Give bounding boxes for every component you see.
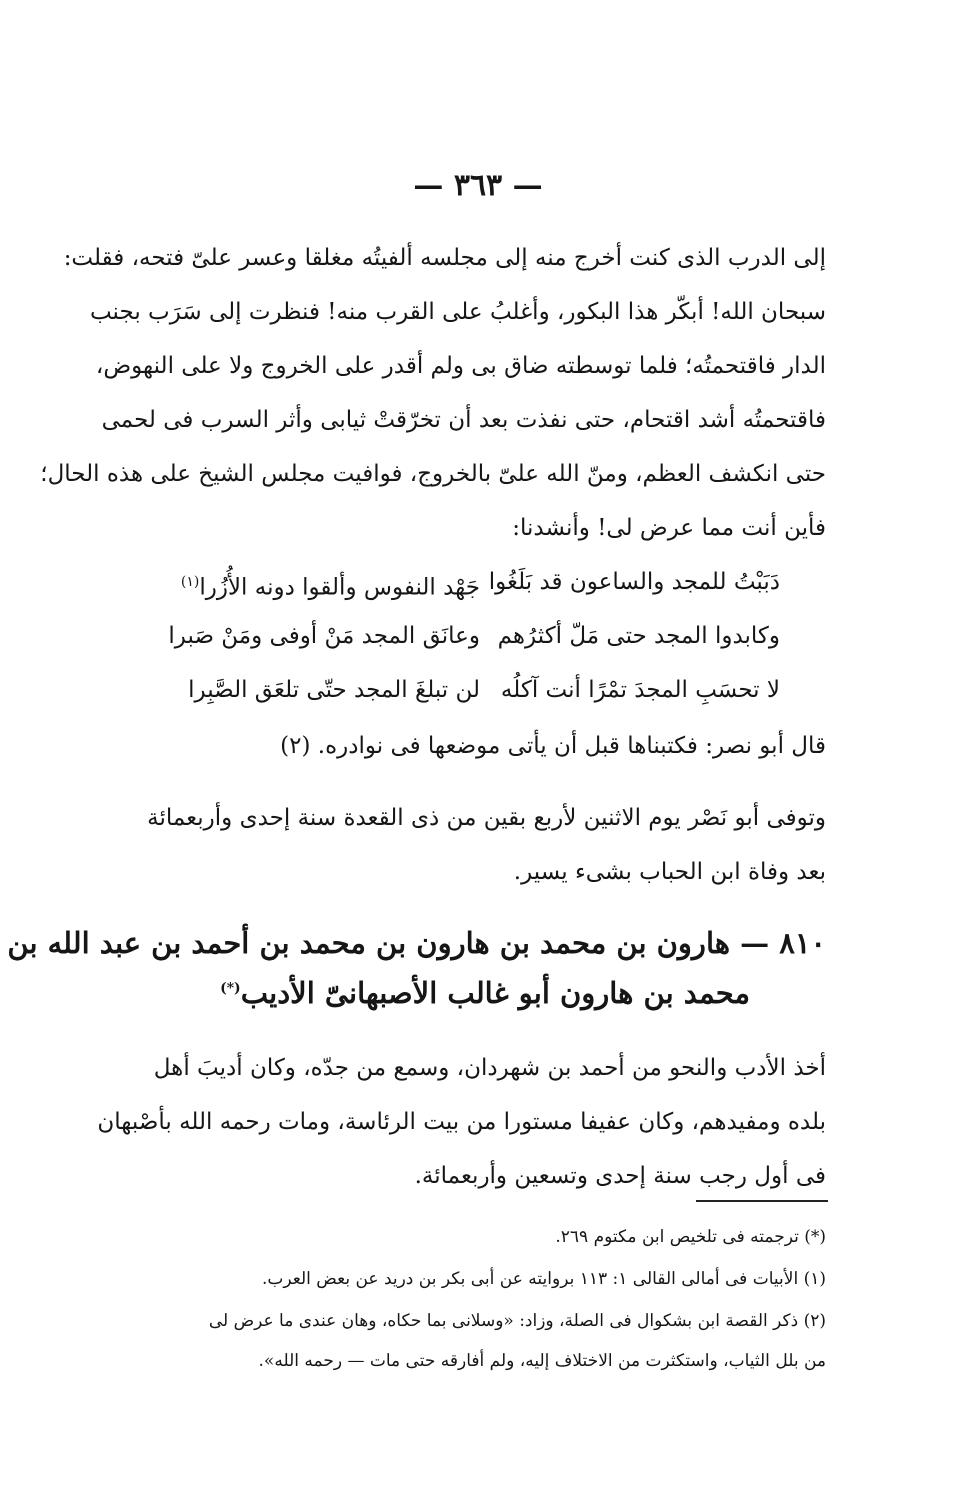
entry-heading: ٨١٠ — هارون بن محمد بن هارون بن محمد بن أحمد بن عبد الله بن — [7, 926, 826, 960]
text-line: إلى الدرب الذى كنت أخرج منه إلى مجلسه ألفيتُه مغلقا وعسر علىّ فتحه، فقلت: — [63, 245, 826, 271]
text-line: سبحان الله! أبكّر هذا البكور، وأغلبُ على القرب منه! فنظرت إلى سَرَب بجنب — [89, 299, 826, 325]
poem-hemistich-second: وعانَق المجد مَنْ أوفى ومَنْ صَبرا — [168, 623, 480, 649]
text-line: قال أبو نصر: فكتبناها قبل أن يأتى موضعها فى نوادره. (٢) — [280, 733, 826, 759]
footnote: من بلل الثياب، واستكثرت من الاختلاف إليه، ولم أفارقه حتى مات — رحمه الله». — [258, 1351, 826, 1371]
text-line: بلده ومفيدهم، وكان عفيفا مستورا من بيت الرئاسة، ومات رحمه الله بأصْبهان — [97, 1109, 826, 1135]
poem-hemistich-second: لن تبلغَ المجد حتّى تلعَق الصَّبِرا — [188, 677, 480, 703]
poem-verse — [188, 668, 780, 712]
footnote: (٢) ذكر القصة ابن بشكوال فى الصلة، وزاد: «وسلانى بما حكاه، وهان عندى ما عرض لى — [208, 1311, 826, 1331]
page-number: — ٣٦٣ — — [413, 168, 543, 203]
footnote: (١) الأبيات فى أمالى القالى ١: ١١٣ بروايته عن أبى بكر بن دريد عن بعض العرب. — [262, 1269, 826, 1289]
text-line: الدار فاقتحمتُه؛ فلما توسطته ضاق بى ولم أقدر على الخروج ولا على النهوض، — [95, 353, 826, 379]
poem-hemistich-second: جَهْد النفوس وألقوا دونه الأُزُرا$^{(١)}$ — [180, 574, 480, 601]
poem-hemistich-first: وكابدوا المجد حتى مَلّ أكثرُهم — [497, 623, 780, 649]
poem-hemistich-first: دَبَبْتُ للمجد والساعون قد بَلَغُوا — [488, 569, 780, 595]
entry-heading-line2: محمد بن هارون أبو غالب الأصبهانىّ الأديب(*) — [220, 976, 750, 1010]
footnote-divider — [696, 1200, 828, 1202]
text-line: أخذ الأدب والنحو من أحمد بن شهردان، وسمع من جدّه، وكان أديبَ أهل — [153, 1055, 826, 1081]
poem-verse — [168, 614, 780, 658]
poem-verse — [180, 560, 780, 604]
text-line: فى أول رجب سنة إحدى وتسعين وأربعمائة. — [414, 1163, 826, 1189]
text-line: فأين أنت مما عرض لى! وأنشدنا: — [512, 515, 826, 541]
text-line: فاقتحمتُه أشد اقتحام، حتى نفذت بعد أن تخرّقتْ ثيابى وأثر السرب فى لحمى — [101, 407, 826, 433]
footnote: (*) ترجمته فى تلخيص ابن مكتوم ٢٦٩. — [555, 1227, 826, 1247]
footnote-marker: (١) — [180, 574, 200, 590]
footnote-marker: (*) — [220, 980, 241, 997]
text-line: بعد وفاة ابن الحباب بشىء يسير. — [513, 859, 826, 885]
poem-hemistich-first: لا تحسَبِ المجدَ تمْرًا أنت آكلُه — [500, 677, 780, 703]
text-line: وتوفى أبو نَصْر يوم الاثنين لأربع بقين من ذى القعدة سنة إحدى وأربعمائة — [147, 805, 826, 831]
text-line: حتى انكشف العظم، ومنّ الله علىّ بالخروج، فوافيت مجلس الشيخ على هذه الحال؛ — [40, 461, 826, 487]
